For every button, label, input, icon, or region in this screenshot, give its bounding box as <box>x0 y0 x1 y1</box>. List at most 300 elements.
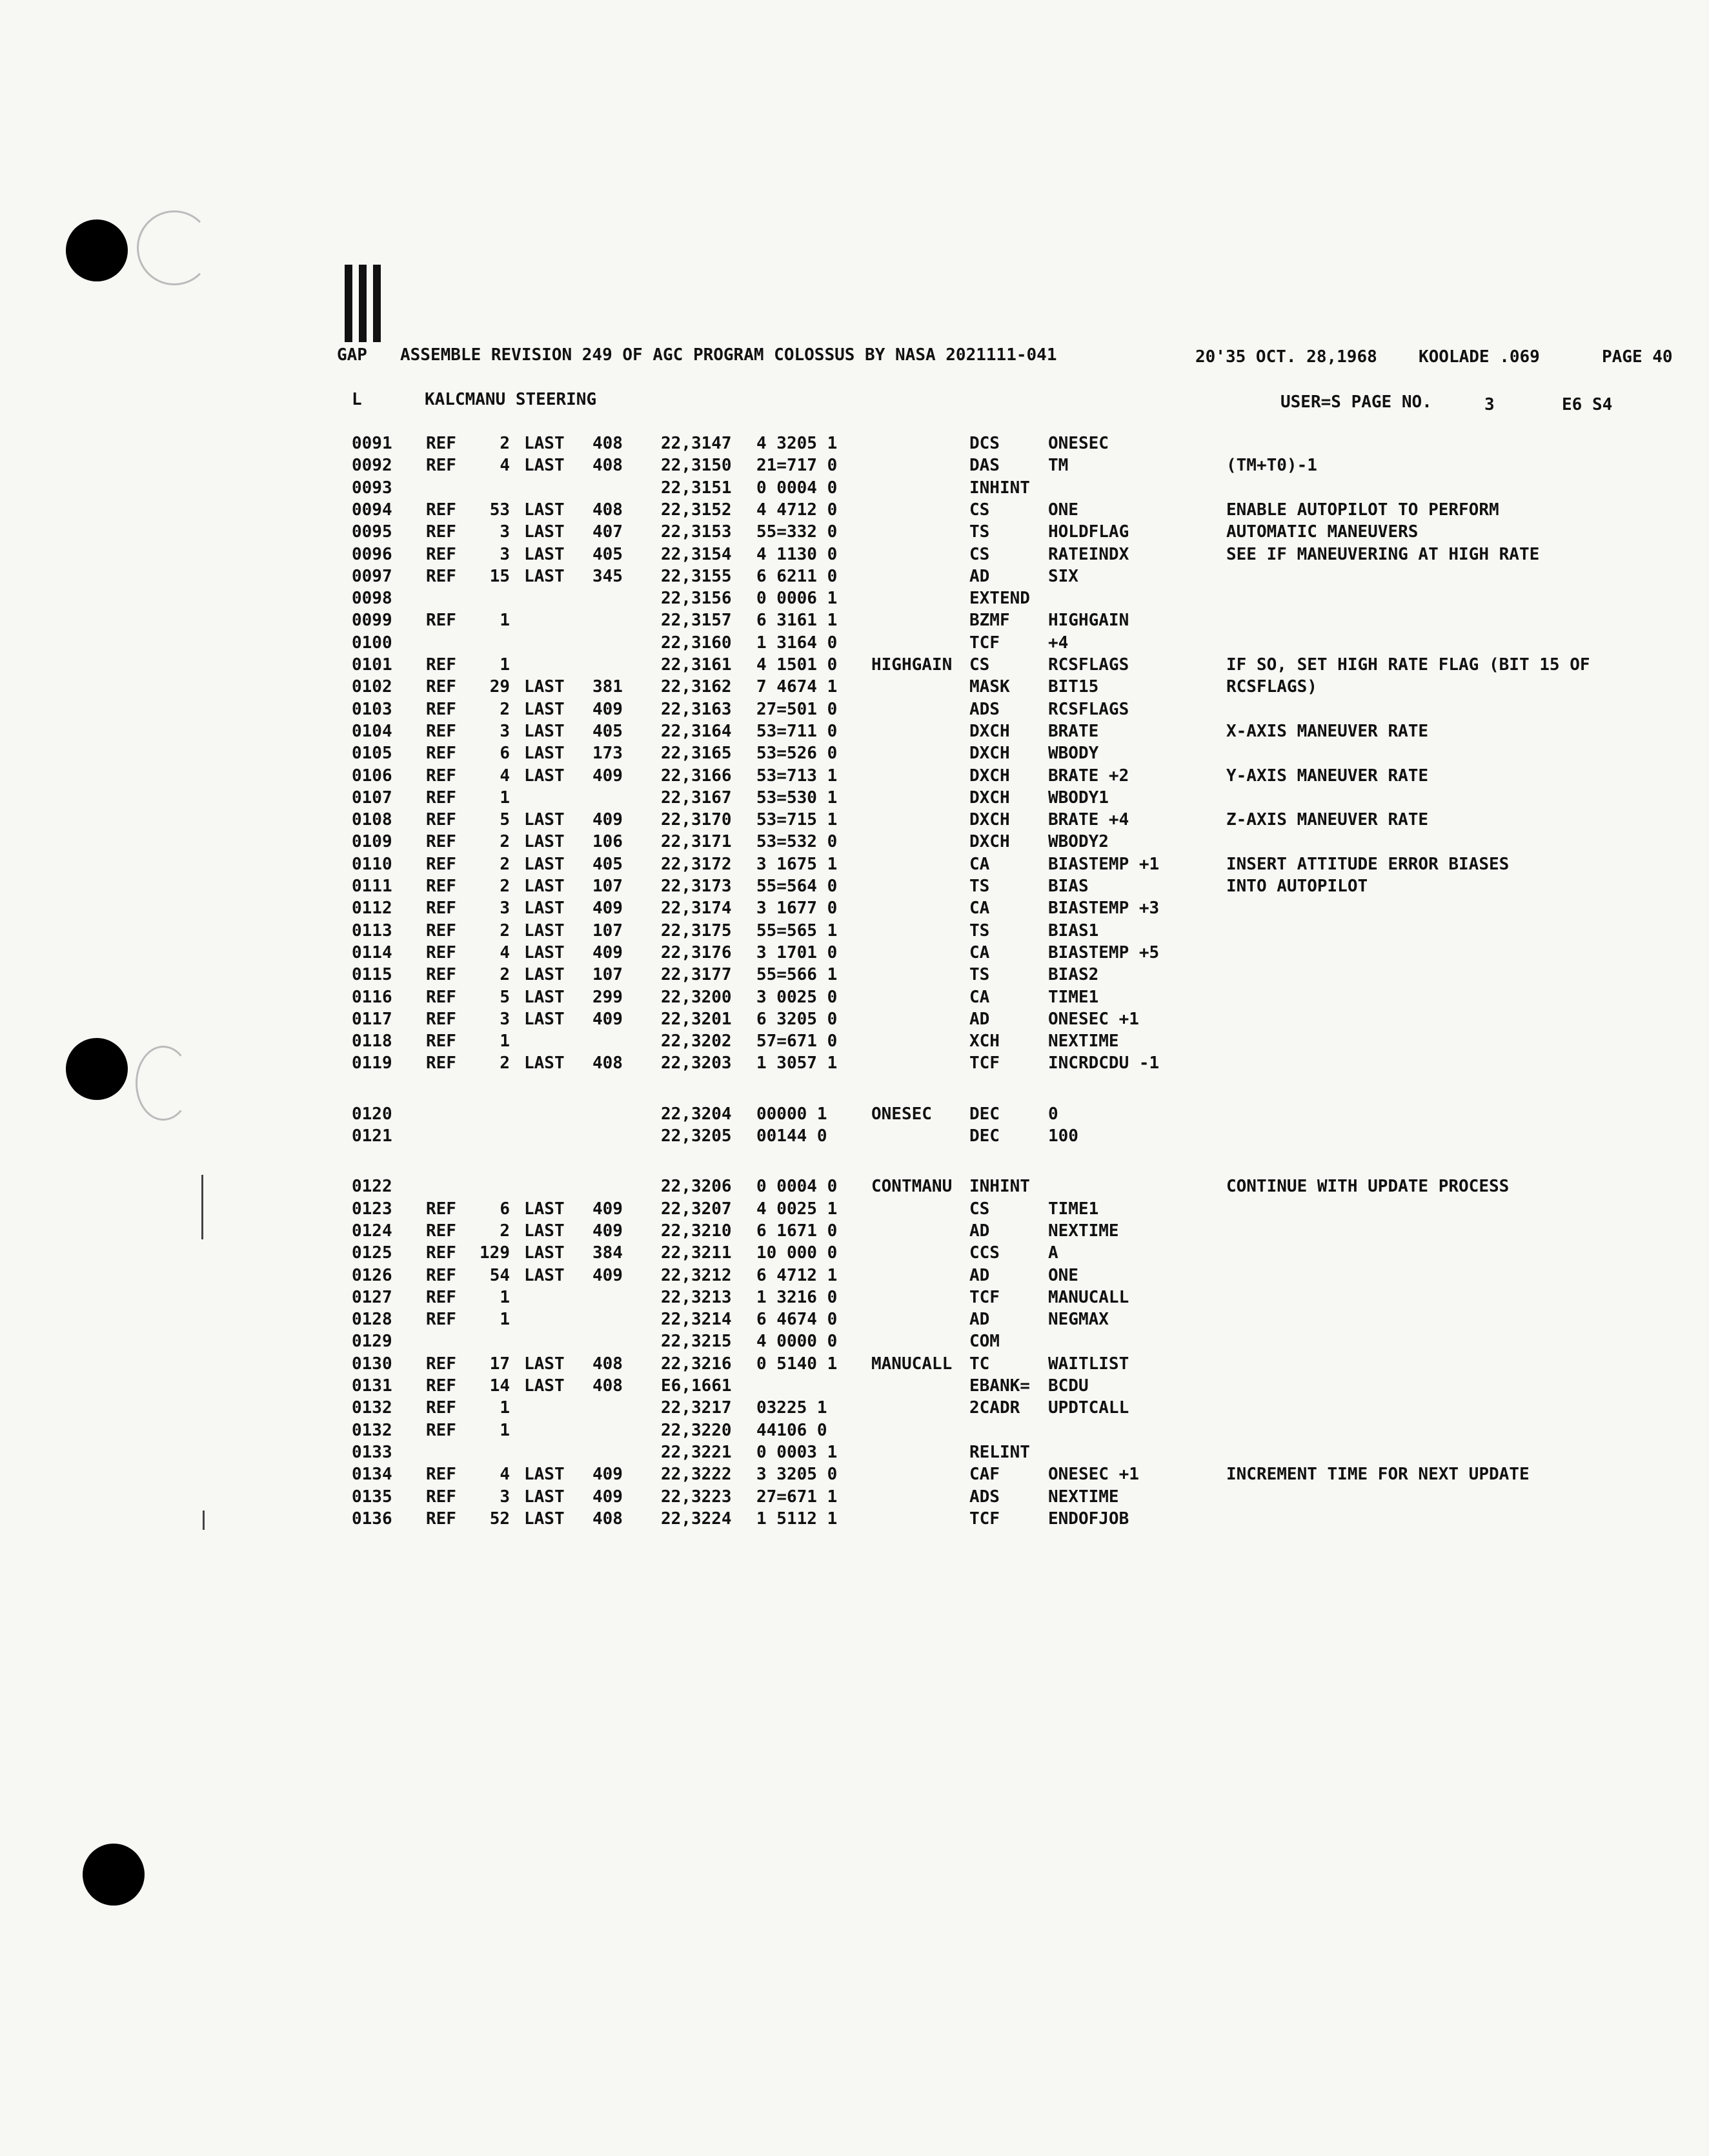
ref-marker: REF <box>426 855 456 874</box>
opcode: TS <box>969 522 990 542</box>
operand: BRATE <box>1048 722 1099 741</box>
octal-word: 1 3057 1 <box>756 1053 838 1073</box>
address: 22,3224 <box>661 1509 732 1529</box>
operand: WAITLIST <box>1048 1354 1129 1374</box>
address: 22,3205 <box>661 1126 732 1146</box>
last-page: 409 <box>592 700 623 719</box>
address: 22,3206 <box>661 1177 732 1196</box>
address: 22,3171 <box>661 832 732 851</box>
last-page: 173 <box>592 744 623 763</box>
last-page: 409 <box>592 1221 623 1241</box>
listing-row <box>0 1443 1709 1463</box>
listing-row <box>0 855 1709 875</box>
ref-count: 1 <box>500 788 510 808</box>
listing-row <box>0 677 1709 698</box>
last-label: LAST <box>524 766 565 786</box>
ref-marker: REF <box>426 899 456 918</box>
ref-marker: REF <box>426 1487 456 1507</box>
last-page: 409 <box>592 943 623 962</box>
line-number: 0131 <box>352 1376 392 1396</box>
ref-count: 2 <box>500 832 510 851</box>
octal-word: 44106 0 <box>756 1421 827 1440</box>
ref-marker: REF <box>426 500 456 520</box>
section-title: KALCMANU STEERING <box>425 390 597 409</box>
address: 22,3201 <box>661 1010 732 1029</box>
ref-count: 1 <box>500 655 510 675</box>
operand: 0 <box>1048 1104 1058 1124</box>
opcode: DXCH <box>969 832 1010 851</box>
octal-word: 4 0000 0 <box>756 1332 838 1351</box>
ref-count: 3 <box>500 722 510 741</box>
listing-row <box>0 1266 1709 1286</box>
octal-word: 55=564 0 <box>756 877 838 896</box>
last-page: 409 <box>592 1266 623 1285</box>
listing-row <box>0 1376 1709 1397</box>
header-prefix: GAP <box>337 345 367 365</box>
ref-count: 6 <box>500 744 510 763</box>
listing-row <box>0 1465 1709 1485</box>
ref-count: 6 <box>500 1199 510 1219</box>
ref-count: 129 <box>480 1243 510 1263</box>
comment: (TM+T0)-1 <box>1226 456 1317 475</box>
opcode: CA <box>969 855 990 874</box>
listing-row <box>0 1221 1709 1242</box>
octal-word: 4 3205 1 <box>756 434 838 453</box>
line-number: 0102 <box>352 677 392 697</box>
header-tool: KOOLADE .069 <box>1419 347 1540 367</box>
octal-word: 53=532 0 <box>756 832 838 851</box>
last-label: LAST <box>524 1376 565 1396</box>
opcode: COM <box>969 1332 1000 1351</box>
octal-word: 3 1677 0 <box>756 899 838 918</box>
symbol-label: CONTMANU <box>871 1177 953 1196</box>
opcode: DXCH <box>969 810 1010 829</box>
address: 22,3222 <box>661 1465 732 1484</box>
operand: NEXTIME <box>1048 1487 1119 1507</box>
operand: ONESEC +1 <box>1048 1465 1139 1484</box>
octal-word: 53=530 1 <box>756 788 838 808</box>
ref-marker: REF <box>426 677 456 697</box>
listing-row <box>0 500 1709 521</box>
opcode: DXCH <box>969 722 1010 741</box>
last-label: LAST <box>524 1221 565 1241</box>
ref-marker: REF <box>426 1221 456 1241</box>
operand: ONESEC +1 <box>1048 1010 1139 1029</box>
line-number: 0120 <box>352 1104 392 1124</box>
opcode: DEC <box>969 1126 1000 1146</box>
symbol-label: MANUCALL <box>871 1354 953 1374</box>
octal-word: 00144 0 <box>756 1126 827 1146</box>
address: 22,3154 <box>661 545 732 564</box>
address: 22,3152 <box>661 500 732 520</box>
line-number: 0132 <box>352 1421 392 1440</box>
operand: WBODY1 <box>1048 788 1109 808</box>
last-page: 384 <box>592 1243 623 1263</box>
last-label: LAST <box>524 744 565 763</box>
line-number: 0111 <box>352 877 392 896</box>
line-number: 0105 <box>352 744 392 763</box>
line-number: 0127 <box>352 1288 392 1307</box>
line-number: 0103 <box>352 700 392 719</box>
octal-word: 1 3216 0 <box>756 1288 838 1307</box>
comment: ENABLE AUTOPILOT TO PERFORM <box>1226 500 1499 520</box>
octal-word: 0 0004 0 <box>756 1177 838 1196</box>
listing-row <box>0 434 1709 454</box>
address: 22,3215 <box>661 1332 732 1351</box>
line-number: 0135 <box>352 1487 392 1507</box>
operand: WBODY2 <box>1048 832 1109 851</box>
last-page: 409 <box>592 1010 623 1029</box>
line-number: 0097 <box>352 567 392 586</box>
operand: TIME1 <box>1048 1199 1099 1219</box>
operand: +4 <box>1048 633 1069 653</box>
comment: X-AXIS MANEUVER RATE <box>1226 722 1429 741</box>
operand: MANUCALL <box>1048 1288 1129 1307</box>
opcode: CS <box>969 655 990 675</box>
last-label: LAST <box>524 722 565 741</box>
operand: NEXTIME <box>1048 1032 1119 1051</box>
opcode: AD <box>969 567 990 586</box>
ref-count: 2 <box>500 1053 510 1073</box>
ref-count: 3 <box>500 899 510 918</box>
opcode: AD <box>969 1221 990 1241</box>
listing-row <box>0 1354 1709 1375</box>
ref-marker: REF <box>426 744 456 763</box>
opcode: INHINT <box>969 1177 1030 1196</box>
address: 22,3223 <box>661 1487 732 1507</box>
opcode: AD <box>969 1310 990 1329</box>
address: 22,3163 <box>661 700 732 719</box>
ref-marker: REF <box>426 655 456 675</box>
address: 22,3176 <box>661 943 732 962</box>
opcode: CCS <box>969 1243 1000 1263</box>
ref-marker: REF <box>426 611 456 630</box>
ref-marker: REF <box>426 700 456 719</box>
comment: CONTINUE WITH UPDATE PROCESS <box>1226 1177 1510 1196</box>
listing-row <box>0 567 1709 587</box>
opcode: CS <box>969 500 990 520</box>
ref-marker: REF <box>426 965 456 984</box>
line-number: 0104 <box>352 722 392 741</box>
octal-word: 0 0004 0 <box>756 478 838 498</box>
address: 22,3203 <box>661 1053 732 1073</box>
ref-marker: REF <box>426 1032 456 1051</box>
opcode: CS <box>969 1199 990 1219</box>
listing-row <box>0 988 1709 1008</box>
last-label: LAST <box>524 1487 565 1507</box>
bar-mark <box>345 265 381 342</box>
operand: BIASTEMP +1 <box>1048 855 1160 874</box>
listing-row <box>0 700 1709 720</box>
listing-row <box>0 899 1709 919</box>
listing-row <box>0 722 1709 742</box>
octal-word: 1 5112 1 <box>756 1509 838 1529</box>
line-number: 0107 <box>352 788 392 808</box>
ref-marker: REF <box>426 943 456 962</box>
ref-count: 3 <box>500 1487 510 1507</box>
address: 22,3214 <box>661 1310 732 1329</box>
listing-row <box>0 1126 1709 1147</box>
last-label: LAST <box>524 567 565 586</box>
last-page: 407 <box>592 522 623 542</box>
line-number: 0113 <box>352 921 392 941</box>
last-page: 405 <box>592 545 623 564</box>
opcode: CA <box>969 943 990 962</box>
ref-marker: REF <box>426 545 456 564</box>
line-number: 0122 <box>352 1177 392 1196</box>
address: 22,3220 <box>661 1421 732 1440</box>
last-page: 408 <box>592 434 623 453</box>
opcode: EXTEND <box>969 589 1030 608</box>
operand: TIME1 <box>1048 988 1099 1007</box>
operand: ONESEC <box>1048 434 1109 453</box>
opcode: TS <box>969 921 990 941</box>
line-number: 0096 <box>352 545 392 564</box>
address: 22,3150 <box>661 456 732 475</box>
octal-word: 03225 1 <box>756 1398 827 1418</box>
operand: RATEINDX <box>1048 545 1129 564</box>
ref-count: 14 <box>489 1376 510 1396</box>
line-number: 0126 <box>352 1266 392 1285</box>
octal-word: 1 3164 0 <box>756 633 838 653</box>
ref-marker: REF <box>426 1376 456 1396</box>
address: 22,3175 <box>661 921 732 941</box>
octal-word: 4 0025 1 <box>756 1199 838 1219</box>
last-label: LAST <box>524 500 565 520</box>
last-page: 405 <box>592 722 623 741</box>
line-number: 0110 <box>352 855 392 874</box>
last-label: LAST <box>524 943 565 962</box>
listing-row <box>0 877 1709 897</box>
ref-marker: REF <box>426 434 456 453</box>
last-label: LAST <box>524 877 565 896</box>
last-page: 345 <box>592 567 623 586</box>
octal-word: 6 1671 0 <box>756 1221 838 1241</box>
listing-row <box>0 766 1709 787</box>
ref-marker: REF <box>426 877 456 896</box>
listing-row <box>0 1487 1709 1508</box>
symbol-label: HIGHGAIN <box>871 655 953 675</box>
line-number: 0098 <box>352 589 392 608</box>
line-number: 0130 <box>352 1354 392 1374</box>
header-title: ASSEMBLE REVISION 249 OF AGC PROGRAM COLOSSUS BY NASA 2021111-041 <box>400 345 1057 365</box>
last-label: LAST <box>524 855 565 874</box>
ref-count: 2 <box>500 434 510 453</box>
octal-word: 0 5140 1 <box>756 1354 838 1374</box>
last-label: LAST <box>524 1266 565 1285</box>
last-page: 409 <box>592 1465 623 1484</box>
listing-row <box>0 1032 1709 1052</box>
line-number: 0136 <box>352 1509 392 1529</box>
listing-row <box>0 1398 1709 1419</box>
ref-count: 17 <box>489 1354 510 1374</box>
line-number: 0114 <box>352 943 392 962</box>
header-timestamp: 20'35 OCT. 28,1968 <box>1195 347 1377 367</box>
listing-row <box>0 1177 1709 1197</box>
ref-count: 52 <box>489 1509 510 1529</box>
last-label: LAST <box>524 1243 565 1263</box>
octal-word: 6 3161 1 <box>756 611 838 630</box>
address: 22,3166 <box>661 766 732 786</box>
line-number: 0106 <box>352 766 392 786</box>
listing-row <box>0 1104 1709 1125</box>
address: 22,3151 <box>661 478 732 498</box>
user-page-label: USER=S PAGE NO. <box>1280 392 1432 412</box>
octal-word: 6 4674 0 <box>756 1310 838 1329</box>
operand: BCDU <box>1048 1376 1089 1396</box>
ref-count: 1 <box>500 1421 510 1440</box>
opcode: DXCH <box>969 788 1010 808</box>
last-page: 409 <box>592 766 623 786</box>
octal-word: 10 000 0 <box>756 1243 838 1263</box>
opcode: AD <box>969 1010 990 1029</box>
listing-row <box>0 921 1709 942</box>
ref-marker: REF <box>426 1288 456 1307</box>
octal-word: 7 4674 1 <box>756 677 838 697</box>
user-page-number: 3 <box>1484 395 1495 414</box>
opcode: XCH <box>969 1032 1000 1051</box>
listing-row <box>0 478 1709 499</box>
ref-marker: REF <box>426 1421 456 1440</box>
address: 22,3170 <box>661 810 732 829</box>
octal-word: 53=715 1 <box>756 810 838 829</box>
octal-word: 55=566 1 <box>756 965 838 984</box>
ref-count: 2 <box>500 855 510 874</box>
last-page: 107 <box>592 921 623 941</box>
address: 22,3165 <box>661 744 732 763</box>
ref-marker: REF <box>426 1465 456 1484</box>
last-label: LAST <box>524 810 565 829</box>
opcode: CS <box>969 545 990 564</box>
opcode: CA <box>969 988 990 1007</box>
octal-word: 4 1130 0 <box>756 545 838 564</box>
last-page: 408 <box>592 1376 623 1396</box>
octal-word: 27=671 1 <box>756 1487 838 1507</box>
line-number: 0115 <box>352 965 392 984</box>
listing-row <box>0 611 1709 631</box>
ref-marker: REF <box>426 988 456 1007</box>
ref-marker: REF <box>426 567 456 586</box>
line-number: 0116 <box>352 988 392 1007</box>
ref-marker: REF <box>426 1398 456 1418</box>
ref-count: 1 <box>500 1032 510 1051</box>
operand: NEGMAX <box>1048 1310 1109 1329</box>
line-number: 0108 <box>352 810 392 829</box>
last-label: LAST <box>524 1053 565 1073</box>
comment: INTO AUTOPILOT <box>1226 877 1368 896</box>
line-number: 0109 <box>352 832 392 851</box>
ref-marker: REF <box>426 788 456 808</box>
operand: ENDOFJOB <box>1048 1509 1129 1529</box>
line-number: 0132 <box>352 1398 392 1418</box>
address: 22,3160 <box>661 633 732 653</box>
opcode: ADS <box>969 700 1000 719</box>
last-page: 408 <box>592 500 623 520</box>
ref-count: 3 <box>500 522 510 542</box>
ref-marker: REF <box>426 1010 456 1029</box>
opcode: AD <box>969 1266 990 1285</box>
line-number: 0125 <box>352 1243 392 1263</box>
listing-row <box>0 522 1709 543</box>
last-page: 408 <box>592 1354 623 1374</box>
operand: BIASTEMP +3 <box>1048 899 1160 918</box>
ref-marker: REF <box>426 722 456 741</box>
last-label: LAST <box>524 700 565 719</box>
line-number: 0100 <box>352 633 392 653</box>
ref-count: 2 <box>500 877 510 896</box>
ref-marker: REF <box>426 456 456 475</box>
address: 22,3210 <box>661 1221 732 1241</box>
octal-word: 6 4712 1 <box>756 1266 838 1285</box>
opcode: TS <box>969 965 990 984</box>
address: 22,3216 <box>661 1354 732 1374</box>
line-number: 0123 <box>352 1199 392 1219</box>
last-page: 409 <box>592 810 623 829</box>
operand: BIT15 <box>1048 677 1099 697</box>
last-label: LAST <box>524 677 565 697</box>
line-number: 0095 <box>352 522 392 542</box>
opcode: TC <box>969 1354 990 1374</box>
address: 22,3174 <box>661 899 732 918</box>
octal-word: 4 4712 0 <box>756 500 838 520</box>
octal-word: 3 0025 0 <box>756 988 838 1007</box>
octal-word: 00000 1 <box>756 1104 827 1124</box>
line-number: 0133 <box>352 1443 392 1462</box>
ref-marker: REF <box>426 766 456 786</box>
ref-count: 2 <box>500 965 510 984</box>
listing-row <box>0 1421 1709 1441</box>
last-page: 405 <box>592 855 623 874</box>
line-number: 0121 <box>352 1126 392 1146</box>
operand: NEXTIME <box>1048 1221 1119 1241</box>
punch-hole-ring-top <box>137 210 212 285</box>
operand: HIGHGAIN <box>1048 611 1129 630</box>
opcode: TCF <box>969 633 1000 653</box>
listing-row <box>0 832 1709 853</box>
ref-marker: REF <box>426 1310 456 1329</box>
last-label: LAST <box>524 832 565 851</box>
listing-row <box>0 1199 1709 1220</box>
address: 22,3161 <box>661 655 732 675</box>
ref-marker: REF <box>426 1053 456 1073</box>
line-number: 0101 <box>352 655 392 675</box>
comment: AUTOMATIC MANEUVERS <box>1226 522 1419 542</box>
last-label: LAST <box>524 899 565 918</box>
opcode: DAS <box>969 456 1000 475</box>
ref-count: 1 <box>500 1310 510 1329</box>
ref-count: 4 <box>500 456 510 475</box>
ref-marker: REF <box>426 1354 456 1374</box>
line-number: 0134 <box>352 1465 392 1484</box>
ref-count: 3 <box>500 545 510 564</box>
line-number: 0117 <box>352 1010 392 1029</box>
last-label: LAST <box>524 1010 565 1029</box>
ref-count: 15 <box>489 567 510 586</box>
address: 22,3177 <box>661 965 732 984</box>
operand: SIX <box>1048 567 1078 586</box>
address: 22,3207 <box>661 1199 732 1219</box>
line-number: 0092 <box>352 456 392 475</box>
listing-row <box>0 1509 1709 1530</box>
octal-word: 57=671 0 <box>756 1032 838 1051</box>
listing-row <box>0 1243 1709 1264</box>
opcode: 2CADR <box>969 1398 1020 1418</box>
opcode: TCF <box>969 1288 1000 1307</box>
address: 22,3200 <box>661 988 732 1007</box>
address: E6,1661 <box>661 1376 732 1396</box>
operand: RCSFLAGS <box>1048 655 1129 675</box>
ref-count: 1 <box>500 1398 510 1418</box>
